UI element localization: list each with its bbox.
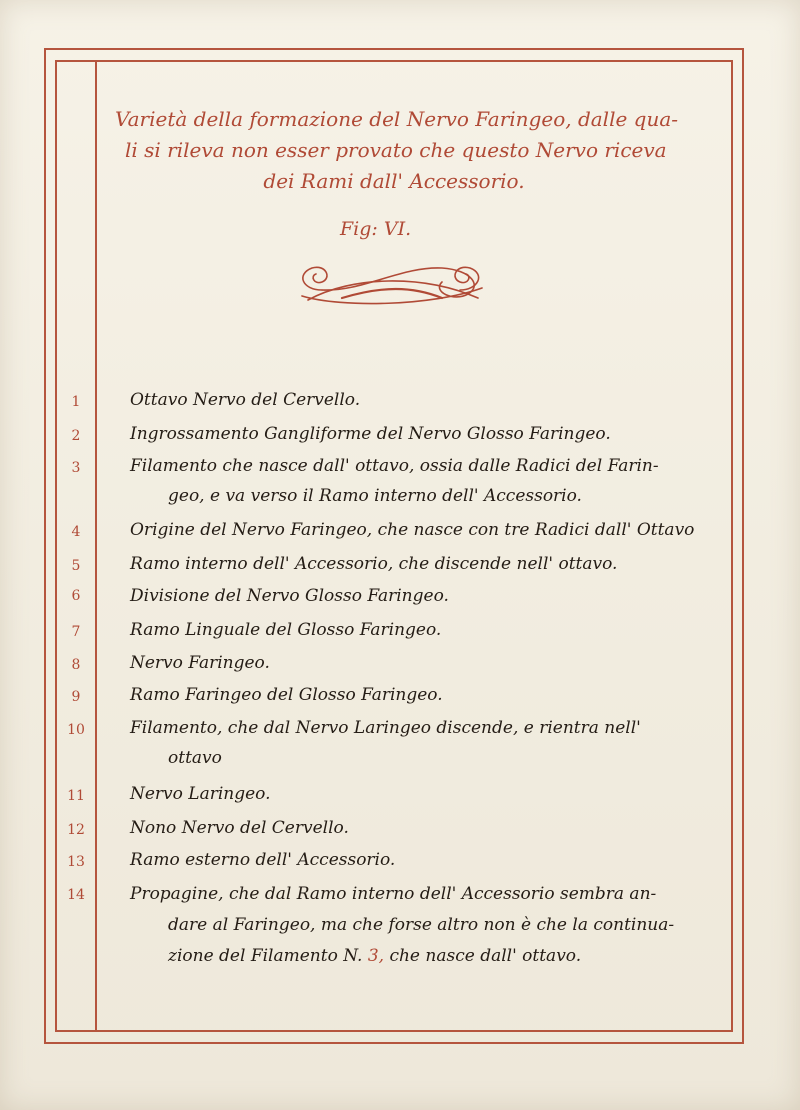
entry-text: Nervo Faringeo. (130, 653, 270, 673)
figure-label: Fig: VI. (340, 218, 412, 240)
entry-text-continuation: geo, e va verso il Ramo interno dell' Accessorio. (168, 486, 582, 506)
entry-text: Ottavo Nervo del Cervello. (130, 390, 361, 410)
entry-number: 10 (67, 722, 85, 738)
title-line-2: li si rileva non esser provato che questo Nervo riceva (125, 138, 667, 162)
margin-rule (95, 60, 97, 1032)
entry-text: Nervo Laringeo. (130, 784, 271, 804)
title-line-1: Varietà della formazione del Nervo Faringeo, dalle qua- (115, 107, 679, 131)
entry-number: 11 (67, 788, 85, 804)
entry-number: 4 (71, 524, 81, 540)
entry-text: Ramo Linguale del Glosso Faringeo. (130, 620, 442, 640)
reference-number: 3, (367, 946, 385, 966)
entry-text-line: Filamento, che dal Nervo Laringeo discende, e rientra nell' (130, 718, 641, 738)
entry-text-line: Propagine, che dal Ramo interno dell' Accessorio sembra an- (130, 884, 657, 904)
entry-number: 13 (67, 854, 85, 870)
entry-text-continuation-2 (130, 941, 720, 972)
entry-number: 9 (71, 689, 81, 705)
flourish-ornament-icon (282, 256, 500, 316)
entry-text-continuation: dare al Faringeo, ma che forse altro non è che la continua- (168, 915, 675, 935)
entry-text: Origine del Nervo Faringeo, che nasce con tre Radici dall' Ottavo (130, 520, 695, 540)
entry-number: 12 (67, 822, 85, 838)
continuation-text-a: zione del Filamento N. (168, 946, 363, 966)
entry-text: Nono Nervo del Cervello. (130, 818, 349, 838)
entry-text: Divisione del Nervo Glosso Faringeo. (130, 586, 449, 606)
entry-text (130, 451, 720, 511)
entry-number: 5 (71, 558, 81, 574)
entry-number: 2 (71, 428, 81, 444)
entry-text: Ramo esterno dell' Accessorio. (130, 850, 396, 870)
entry-number: 3 (71, 460, 81, 476)
entry-text-continuation: ottavo (168, 748, 222, 768)
entry-number: 8 (71, 657, 81, 673)
entry-number: 14 (67, 887, 85, 903)
entry-text: Ingrossamento Gangliforme del Nervo Glosso Faringeo. (130, 424, 611, 444)
entry-number: 7 (71, 624, 81, 640)
entry-text: Ramo Faringeo del Glosso Faringeo. (130, 685, 443, 705)
entry-number: 6 (71, 588, 81, 604)
continuation-text-b: che nasce dall' ottavo. (384, 946, 582, 966)
entry-text (130, 713, 720, 773)
entry-text (130, 879, 720, 972)
page-title (105, 104, 723, 197)
entry-number: 1 (71, 394, 81, 410)
entry-text: Ramo interno dell' Accessorio, che discende nell' ottavo. (130, 554, 618, 574)
entry-text-line: Filamento che nasce dall' ottavo, ossia dalle Radici del Farin- (130, 456, 659, 476)
title-line-3: dei Rami dall' Accessorio. (263, 169, 525, 193)
